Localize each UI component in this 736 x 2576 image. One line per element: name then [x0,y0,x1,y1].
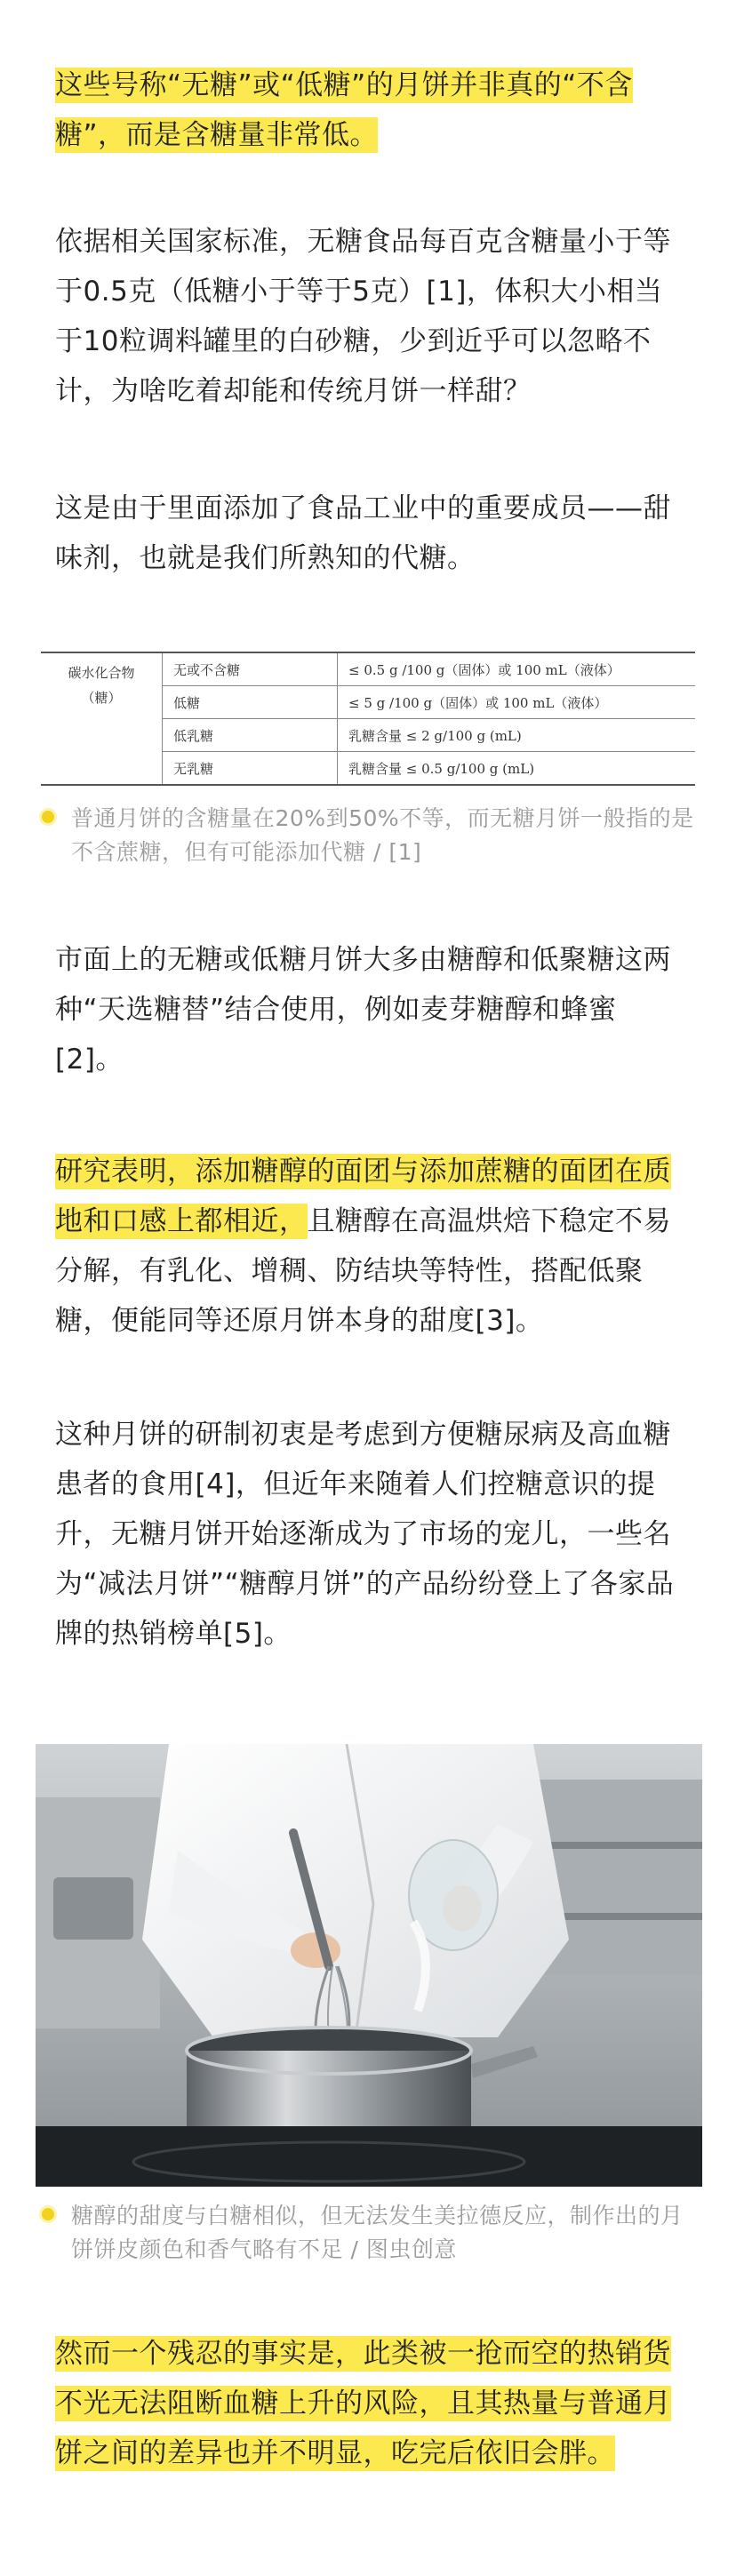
paragraph-research [55,1147,683,1346]
paragraph-market: 这种月饼的研制初衷是考虑到方便糖尿病及高血糖患者的食用[4]，但近年来随着人们控糖意识的提升，无糖月饼开始逐渐成为了市场的宠儿，一些名为“减法月饼”“糖醇月饼”的产品纷纷登上了各家品牌的热销榜单[5]。 [55,1419,675,1650]
highlighted-text: 然而一个残忍的事实是，此类被一抢而空的热销货不光无法阻断血糖上升的风险，且其热量与普通月饼之间的差异也并不明显，吃完后依旧会胖。 [55,2338,671,2469]
table-category-cell [41,652,163,785]
category-label-line1: 碳水化合物 [68,665,135,681]
standard-table [41,652,695,786]
image-caption [39,2199,697,2267]
caption-dot-icon [39,808,57,826]
paragraph-standard: 依据相关国家标准，无糖食品每百克含糖量小于等于0.5克（低糖小于等于5克）[1]，体积大小相当于10粒调料罐里的白砂糖，少到近乎可以忽略不计，为啥吃着却能和传统月饼一样甜？ [55,226,671,407]
table-criterion-cell: 乳糖含量 ≤ 2 g/100 g (mL) [338,719,696,752]
table-criterion-cell: ≤ 0.5 g /100 g（固体）或 100 mL（液体） [338,652,696,686]
table-claim-cell: 无或不含糖 [163,652,338,686]
sugar-standard-table [41,652,695,783]
paragraph-conclusion [55,2329,683,2478]
chef-mixing-photo [36,1744,702,2187]
highlighted-text: 研究表明，添加糖醇的面团与添加蔗糖的面团在质地和口感上都相近， [55,1156,671,1237]
table-claim-cell: 无乳糖 [163,752,338,786]
category-label-line2: （糖） [81,690,122,706]
table-claim-cell: 低乳糖 [163,719,338,752]
chef-whisking-illustration [36,1744,702,2187]
paragraph-sweetener: 这是由于里面添加了食品工业中的重要成员——甜味剂，也就是我们所熟知的代糖。 [55,492,671,574]
table-row [41,652,695,686]
paragraph-intro [55,60,683,160]
table-criterion-cell: 乳糖含量 ≤ 0.5 g/100 g (mL) [338,752,696,786]
paragraph-sugar-substitutes: 市面上的无糖或低糖月饼大多由糖醇和低聚糖这两种“天选糖替”结合使用，例如麦芽糖醇和蜂蜜[2]。 [55,944,671,1076]
paragraph-text: 且糖醇在高温烘焙下稳定不易分解，有乳化、增稠、防结块等特性，搭配低聚糖，便能同等还原月饼本身的甜度[3]。 [55,1205,671,1337]
caption-dot-icon [39,2205,57,2223]
table-claim-cell: 低糖 [163,686,338,719]
highlighted-text: 这些号称“无糖”或“低糖”的月饼并非真的“不含糖”，而是含糖量非常低。 [55,69,633,151]
image-caption [39,802,697,869]
caption-text: 普通月饼的含糖量在20%到50%不等，而无糖月饼一般指的是不含蔗糖，但有可能添加代糖 / [1] [71,805,694,865]
caption-text: 糖醇的甜度与白糖相似，但无法发生美拉德反应，制作出的月饼饼皮颜色和香气略有不足 / 图虫创意 [71,2203,684,2262]
table-criterion-cell: ≤ 5 g /100 g（固体）或 100 mL（液体） [338,686,696,719]
